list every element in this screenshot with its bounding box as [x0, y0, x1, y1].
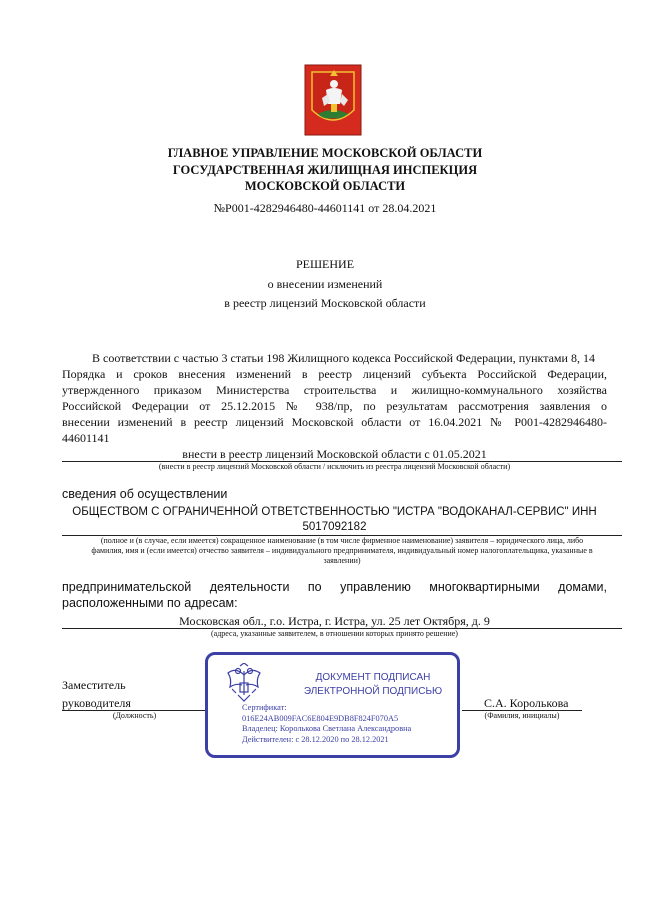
organization-caption-3: заявлении) [323, 556, 361, 565]
info-label: сведения об осуществлении [62, 487, 228, 501]
decision-title: РЕШЕНИЕ [295, 257, 355, 271]
electronic-signature-stamp [205, 652, 460, 758]
organization-caption-1: (полное и (в случае, если имеется) сокращенное наименование (в том числе фирменное наименование) заявителя – юридического лица, либо [100, 536, 584, 545]
header-line-1: ГЛАВНОЕ УПРАВЛЕНИЕ МОСКОВСКОЙ ОБЛАСТИ [167, 146, 483, 160]
signer-position-line-1: Заместитель [62, 678, 126, 692]
document-number: №Р001-4282946480-44601141 от 28.04.2021 [213, 201, 437, 215]
organization-line-1: ОБЩЕСТВОМ С ОГРАНИЧЕННОЙ ОТВЕТСТВЕННОСТЬЮ "ИСТРА "ВОДОКАНАЛ-СЕРВИС" ИНН [72, 506, 597, 518]
organization-caption-2: фамилия, имя и (если имеется) отчество заявителя – индивидуального предпринимателя, индивидуальный номер налогоплательщика, указанные в [91, 546, 593, 555]
paragraph-line-4: Российской Федерации от 25.12.2015 № 938/пр, по результатам рассмотрения заявления о [62, 399, 607, 413]
action-caption: (внести в реестр лицензий Московской области / исключить из реестра лицензий Московской области) [158, 462, 511, 471]
paragraph-line-5: внесении изменений в реестр лицензий Московской области от 16.04.2021 № Р001-4282946480- [62, 415, 607, 429]
stamp-owner: Владелец: Королькова Светлана Александровна [242, 724, 412, 733]
paragraph-line-3: утвержденного приказом Министерства строительства и жилищно-коммунального хозяйства [62, 383, 607, 397]
name-caption: (Фамилия, инициалы) [484, 711, 560, 720]
stamp-cert-label: Сертификат: [242, 703, 287, 712]
stamp-validity: Действителен: с 28.12.2020 по 28.12.2021 [242, 734, 389, 744]
paragraph-line-6: 44601141 [62, 431, 110, 445]
paragraph-line-2: Порядка и сроков внесения изменений в реестр лицензий субъекта Российской Федерации, [62, 367, 607, 381]
organization-line-2: 5017092182 [302, 521, 367, 533]
stamp-title-1: ДОКУМЕНТ ПОДПИСАН [315, 672, 431, 683]
activity-line-1: предпринимательской деятельности по управлению многоквартирными домами, [62, 580, 607, 594]
signer-position-line-2: руководителя [62, 696, 131, 710]
action-text: внести в реестр лицензий Московской области с 01.05.2021 [182, 447, 487, 461]
paragraph-line-1: В соответствии с частью 3 статьи 198 Жилищного кодекса Российской Федерации, пунктами 8, 14 [92, 351, 595, 365]
decision-subtitle-1: о внесении изменений [267, 277, 383, 291]
address-caption: (адреса, указанные заявителем, в отношении которых принято решение) [211, 629, 458, 638]
moscow-oblast-coat-of-arms-icon [304, 64, 362, 136]
signer-name: С.А. Королькова [484, 696, 569, 710]
activity-line-2: расположенными по адресам: [62, 596, 238, 610]
position-caption: (Должность) [112, 711, 157, 720]
stamp-title-2: ЭЛЕКТРОННОЙ ПОДПИСЬЮ [303, 686, 443, 697]
header-line-3: МОСКОВСКОЙ ОБЛАСТИ [244, 179, 406, 193]
header-line-2: ГОСУДАРСТВЕННАЯ ЖИЛИЩНАЯ ИНСПЕКЦИЯ [172, 163, 478, 177]
decision-subtitle-2: в реестр лицензий Московской области [224, 296, 426, 310]
address-text: Московская обл., г.о. Истра, г. Истра, ул. 25 лет Октября, д. 9 [179, 614, 490, 628]
stamp-cert-number: 016E24AB009FAC6E804E9DB8F824F070A5 [242, 713, 399, 723]
double-headed-eagle-icon [222, 663, 266, 703]
